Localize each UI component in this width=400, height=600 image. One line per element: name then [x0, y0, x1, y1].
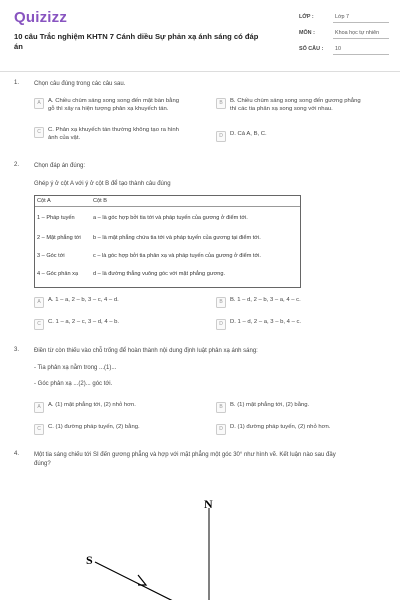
column-b-header: Cột B — [93, 198, 107, 204]
option-letter-a: A — [34, 98, 44, 109]
option-letter-d: D — [216, 319, 226, 330]
option-letter-c: C — [34, 319, 44, 330]
option-text: A. Chiều chùm sáng song song đến mặt bàn bằng gỗ thì xảy ra hiện tượng phản xạ khuyếch tán. — [48, 98, 179, 112]
header-divider — [0, 71, 400, 72]
question-number: 2. — [14, 162, 20, 168]
table-cell-a: 2 – Mặt phẳng tới — [37, 235, 81, 241]
option-text: D. 1 – d, 2 – a, 3 – b, 4 – c. — [230, 319, 302, 325]
normal-label: N — [204, 497, 213, 511]
question-text: Chọn câu đúng trong các câu sau. — [34, 81, 126, 87]
question-text: Điền từ còn thiếu vào chỗ trống để hoàn thành nội dung định luật phản xạ ánh sáng: — [34, 348, 258, 354]
option-text: C. 1 – a, 2 – c, 3 – d, 4 – b. — [48, 319, 120, 325]
table-cell-a: 4 – Góc phản xạ — [37, 271, 79, 277]
question-number: 3. — [14, 347, 20, 353]
table-cell-b: b – là mặt phẳng chứa tia tới và pháp tuyến của gương tại điểm tới. — [93, 235, 261, 241]
question-number: 1. — [14, 80, 20, 86]
quizizz-logo: Quizizz — [14, 9, 68, 26]
divider — [333, 38, 389, 39]
option-letter-a: A — [34, 297, 44, 308]
option-text: B. (1) mặt phẳng tới, (2) bằng. — [230, 402, 310, 408]
table-cell-a: 1 – Pháp tuyến — [37, 215, 75, 221]
option-letter-b: B — [216, 402, 226, 413]
option-letter-b: B — [216, 98, 226, 109]
option-letter-d: D — [216, 131, 226, 142]
incident-ray — [95, 562, 175, 600]
question-number: 4. — [14, 451, 20, 457]
option-text: B. Chiều chùm sáng song song đến gương phẳng thì các tia phản xạ song song với nhau. — [230, 98, 361, 112]
table-cell-a: 3 – Góc tới — [37, 253, 65, 259]
worksheet-title: 10 câu Trắc nghiệm KHTN 7 Cánh diều Sự phản xạ ánh sáng có đáp án — [14, 32, 259, 51]
subject-label: MÔN : — [299, 30, 315, 36]
option-letter-c: C — [34, 424, 44, 435]
source-label: S — [86, 553, 93, 567]
subject-field — [299, 27, 389, 39]
option-letter-c: C — [34, 127, 44, 138]
count-label: SỐ CÂU : — [299, 46, 324, 52]
option-text: C. (1) đường pháp tuyến, (2) bằng. — [48, 424, 140, 430]
table-cell-b: d – là đường thẳng vuông góc với mặt phẳng gương. — [93, 271, 226, 277]
mirror-diagram — [0, 480, 400, 600]
blank-line-2: - Góc phản xạ ...(2)... góc tới. — [34, 381, 113, 387]
class-field — [299, 11, 389, 23]
table-divider — [35, 206, 300, 207]
option-text: A. 1 – a, 2 – b, 3 – c, 4 – d. — [48, 297, 119, 303]
table-cell-b: a – là góc hợp bởi tia tới và pháp tuyến của gương ở điểm tới. — [93, 215, 248, 221]
count-value: 10 — [335, 46, 341, 52]
class-value: Lớp 7 — [335, 14, 350, 20]
question-text: Chọn đáp án đúng: — [34, 163, 86, 169]
option-letter-d: D — [216, 424, 226, 435]
question-text: Một tia sáng chiếu tới SI đến gương phẳng và hợp với mặt phẳng một góc 30° như hình vẽ. Kết luận nào sau đây đúng? — [34, 452, 336, 467]
matching-table — [34, 195, 301, 288]
question-instruction: Ghép ý ở cột A với ý ở cột B để tạo thành câu đúng — [34, 181, 171, 187]
count-field — [299, 43, 389, 55]
table-cell-b: c – là góc hợp bởi tia phản xạ và pháp tuyến của gương ở điểm tới. — [93, 253, 261, 259]
blank-line-1: - Tia phản xạ nằm trong ...(1)... — [34, 365, 117, 371]
divider — [333, 22, 389, 23]
option-text: D. Cả A, B, C. — [230, 131, 267, 137]
class-label: LỚP : — [299, 14, 314, 20]
option-text: D. (1) đường pháp tuyến, (2) nhỏ hơn. — [230, 424, 331, 430]
option-text: C. Phản xạ khuyếch tán thường không tạo ra hình ảnh của vật. — [48, 127, 179, 141]
divider — [333, 54, 389, 55]
worksheet-header — [0, 0, 400, 74]
column-a-header: Cột A — [37, 198, 51, 204]
option-text: A. (1) mặt phẳng tới, (2) nhỏ hơn. — [48, 402, 136, 408]
option-letter-a: A — [34, 402, 44, 413]
option-letter-b: B — [216, 297, 226, 308]
subject-value: Khoa học tự nhiên — [335, 30, 380, 36]
option-text: B. 1 – d, 2 – b, 3 – a, 4 – c. — [230, 297, 301, 303]
